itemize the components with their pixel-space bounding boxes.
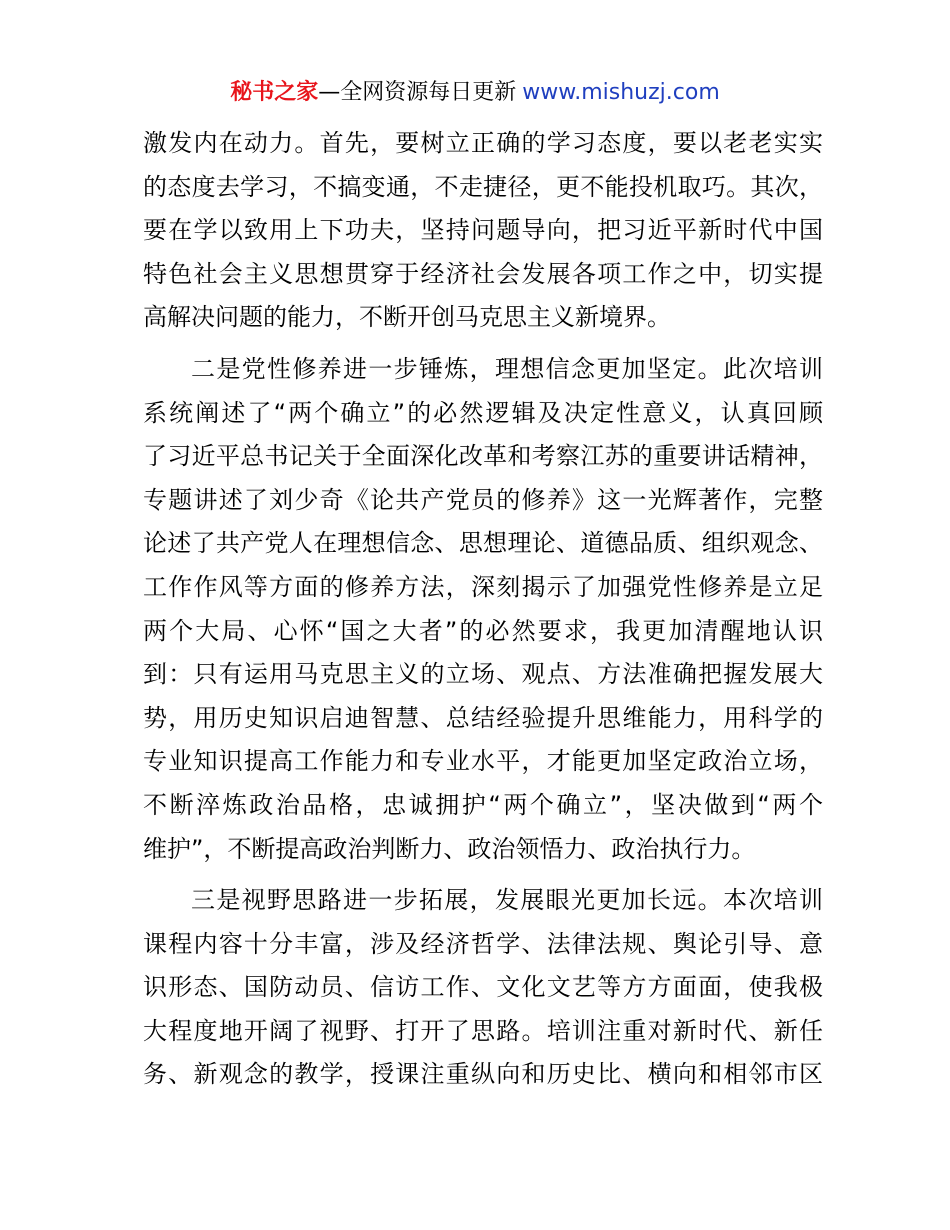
text-line: 激发内在动力。首先，要树立正确的学习态度，要以老老实实 [143, 129, 823, 157]
text-line: 维护”，不断提高政治判断力、政治领悟力、政治执行力。 [143, 834, 756, 863]
header-tagline: —全网资源每日更新 [318, 80, 517, 105]
text-line: 专业知识提高工作能力和专业水平，才能更加坚定政治立场， [143, 747, 823, 776]
text-line: 论述了共产党人在理想信念、思想理论、道德品质、组织观念、 [143, 529, 823, 558]
text-line: 大程度地开阔了视野、打开了思路。培训注重对新时代、新任 [143, 1016, 823, 1045]
text-line: 特色社会主义思想贯穿于经济社会发展各项工作之中，切实提 [143, 259, 823, 288]
text-line: 专题讲述了刘少奇《论共产党员的修养》这一光辉著作，完整 [143, 485, 823, 514]
page-header [0, 78, 950, 108]
text-line: 二是党性修养进一步锤炼，理想信念更加坚定。此次培训 [191, 354, 823, 383]
text-line: 势，用历史知识启迪智慧、总结经验提升思维能力，用科学的 [143, 703, 823, 732]
paragraph [143, 348, 823, 871]
text-line: 两个大局、心怀“国之大者”的必然要求，我更加清醒地认识 [143, 616, 823, 645]
text-line: 识形态、国防动员、信访工作、文化文艺等方方面面，使我极 [143, 973, 823, 1002]
text-line: 到：只有运用马克思主义的立场、观点、方法准确把握发展大 [143, 660, 823, 689]
text-line: 不断淬炼政治品格，忠诚拥护“两个确立”，坚决做到“两个 [143, 790, 823, 819]
document-body [143, 122, 823, 1097]
text-line: 高解决问题的能力，不断开创马克思主义新境界。 [143, 303, 671, 332]
header-url-link[interactable]: www.mishuzj.com [522, 80, 720, 105]
paragraph [143, 879, 823, 1097]
text-line: 课程内容十分丰富，涉及经济哲学、法律法规、舆论引导、意 [143, 929, 823, 958]
text-line: 务、新观念的教学，授课注重纵向和历史比、横向和相邻市区 [143, 1060, 823, 1089]
header-brand: 秘书之家 [230, 80, 319, 105]
text-line: 系统阐述了“两个确立”的必然逻辑及决定性意义，认真回顾 [143, 398, 823, 427]
text-line: 要在学以致用上下功夫，坚持问题导向，把习近平新时代中国 [143, 216, 823, 245]
text-line: 的态度去学习，不搞变通，不走捷径，更不能投机取巧。其次， [143, 172, 823, 201]
text-line: 了习近平总书记关于全面深化改革和考察江苏的重要讲话精神， [143, 442, 823, 471]
paragraph [143, 122, 823, 340]
text-line: 工作作风等方面的修养方法，深刻揭示了加强党性修养是立足 [143, 572, 823, 601]
text-line: 三是视野思路进一步拓展，发展眼光更加长远。本次培训 [191, 886, 823, 915]
